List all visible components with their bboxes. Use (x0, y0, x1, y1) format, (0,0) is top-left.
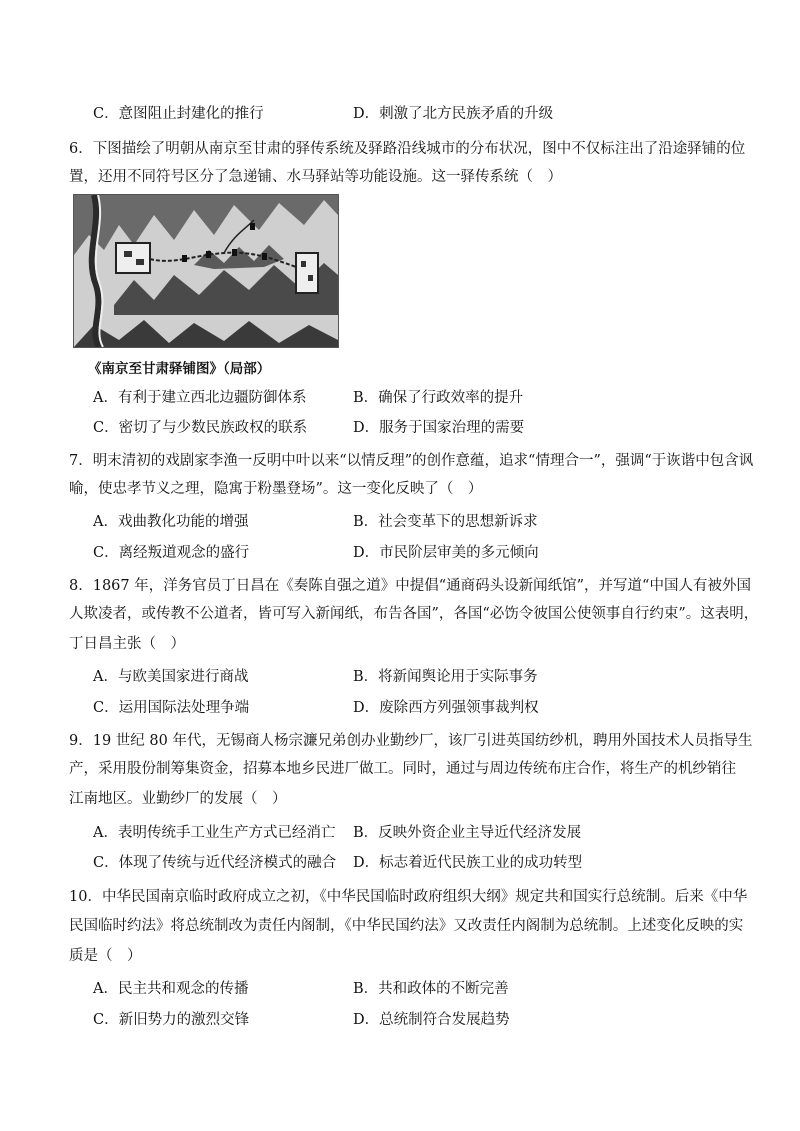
q7-option-d: D．市民阶层审美的多元倾向 (353, 545, 539, 561)
q7-option-a: A．戏曲教化功能的增强 (93, 514, 249, 530)
q7-stem-line-2: 喻，使忠孝节义之理，隐寓于粉墨登场”。这一变化反映了（ ） (69, 481, 483, 497)
q9-option-c: C．体现了传统与近代经济模式的融合 (93, 855, 337, 871)
q7-option-c: C．离经叛道观念的盛行 (93, 545, 250, 561)
q10-option-c: C．新旧势力的激烈交锋 (93, 1012, 250, 1028)
q8-option-c: C．运用国际法处理争端 (93, 700, 250, 716)
q6-stem-line-1: 6．下图描绘了明朝从南京至甘肃的驿传系统及驿路沿线城市的分布状况，图中不仅标注出了沿途驿铺的位 (69, 141, 746, 157)
q6-stem-line-2: 置，还用不同符号区分了急递铺、水马驿站等功能设施。这一驿传系统（ ） (69, 169, 562, 185)
q9-stem-line-2: 产，采用股份制筹集资金，招募本地乡民进厂做工。同时，通过与周边传统布庄合作，将生产的机纱销往 (69, 761, 736, 777)
q10-stem-line-3: 质是（ ） (69, 948, 142, 964)
q6-option-d: D．服务于国家治理的需要 (353, 420, 525, 436)
q6-option-c: C．密切了与少数民族政权的联系 (93, 420, 308, 436)
q9-stem-line-1: 9．19 世纪 80 年代，无锡商人杨宗濂兄弟创办业勤纱厂，该厂引进英国纺纱机，聘用外国技术人员指导生 (69, 733, 753, 749)
q10-stem-line-2: 民国临时约法》将总统制改为责任内阁制，《中华民国约法》又改责任内阁制为总统制。上述变化反映的实 (69, 918, 744, 934)
q8-option-a: A．与欧美国家进行商战 (93, 669, 249, 685)
q9-option-b: B．反映外资企业主导近代经济发展 (353, 825, 582, 841)
q9-option-a: A．表明传统手工业生产方式已经消亡 (93, 825, 336, 841)
q8-option-d: D．废除西方列强领事裁判权 (353, 700, 539, 716)
q9-option-d: D．标志着近代民族工业的成功转型 (353, 855, 583, 871)
q10-option-d: D．总统制符合发展趋势 (353, 1012, 510, 1028)
q7-stem-line-1: 7．明末清初的戏剧家李渔一反明中叶以来“以情反理”的创作意蕴，追求“情理合一”，强调“于诙谐中包含讽 (69, 453, 754, 469)
postal-route-map-image (73, 194, 339, 348)
q10-option-b: B．共和政体的不断完善 (353, 981, 509, 997)
q6-option-a: A．有利于建立西北边疆防御体系 (93, 390, 307, 406)
q8-option-b: B．将新闻舆论用于实际事务 (353, 669, 538, 685)
q8-stem-line-1: 8．1867 年，洋务官员丁日昌在《奏陈自强之道》中提倡“通商码头设新闻纸馆”，并写道“中国人有被外国 (69, 578, 751, 594)
q6-option-b: B．确保了行政效率的提升 (353, 390, 524, 406)
q9-stem-line-3: 江南地区。业勤纱厂的发展（ ） (69, 791, 287, 807)
q5-option-d: D．刺激了北方民族矛盾的升级 (353, 106, 554, 122)
q7-option-b: B．社会变革下的思想新诉求 (353, 514, 538, 530)
q5-option-c: C．意图阻止封建化的推行 (93, 106, 264, 122)
q8-stem-line-3: 丁日昌主张（ ） (69, 636, 185, 652)
map-caption: 《南京至甘肃驿铺图》（局部） (88, 361, 271, 377)
q8-stem-line-2: 人欺凌者，或传教不公道者，皆可写入新闻纸，布告各国”，各国“必饬令彼国公使领事自行约束”。这表明， (69, 606, 759, 622)
q10-stem-line-1: 10．中华民国南京临时政府成立之初，《中华民国临时政府组织大纲》规定共和国实行总统制。后来《中华 (69, 889, 748, 905)
q10-option-a: A．民主共和观念的传播 (93, 981, 249, 997)
